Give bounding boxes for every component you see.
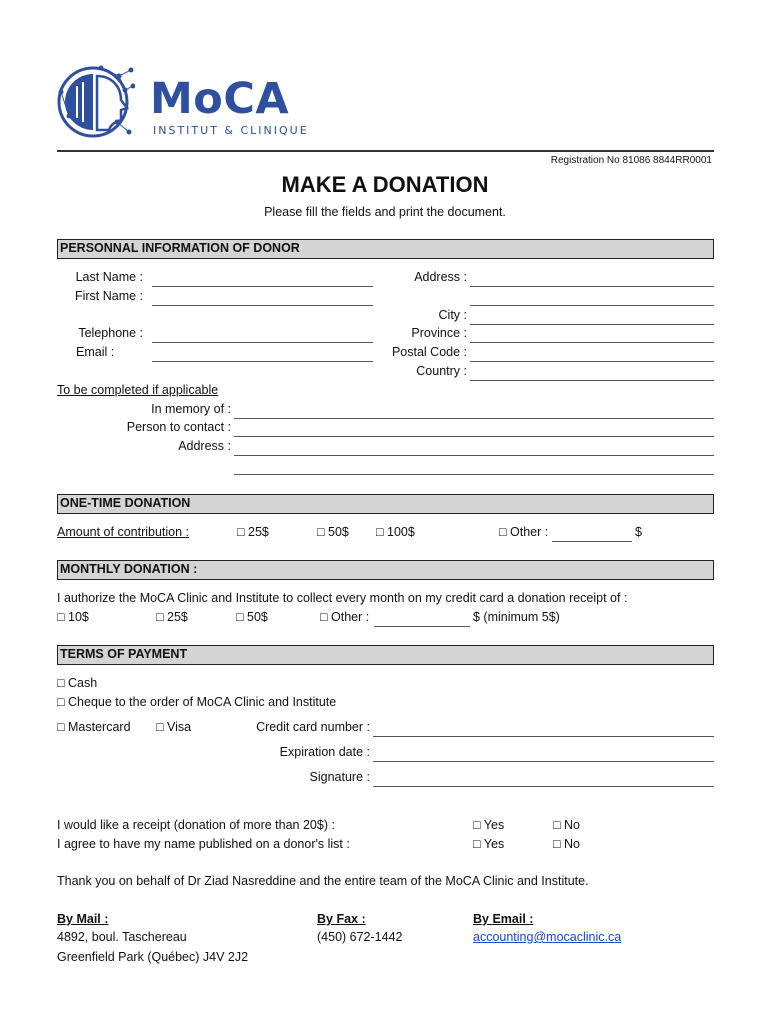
- email-heading: By Email :: [473, 912, 534, 926]
- page-subtitle: Please fill the fields and print the document.: [264, 205, 506, 219]
- cash-checkbox[interactable]: □ Cash: [57, 676, 98, 690]
- province-label: Province :: [411, 326, 467, 340]
- monthly-25-checkbox[interactable]: □ 25$: [156, 610, 188, 624]
- signature-field[interactable]: [373, 786, 714, 787]
- monthly-50-checkbox[interactable]: □ 50$: [236, 610, 268, 624]
- applicable-note: To be completed if applicable: [57, 383, 219, 397]
- address-field[interactable]: [470, 286, 714, 287]
- telephone-field[interactable]: [152, 342, 373, 343]
- postal-code-field[interactable]: [470, 361, 714, 362]
- brand-subtitle: INSTITUT & CLINIQUE: [153, 124, 309, 137]
- registration-number: Registration No 81086 8844RR0001: [550, 155, 712, 166]
- card-number-field[interactable]: [373, 736, 714, 737]
- country-label: Country :: [416, 364, 467, 378]
- amount-label: Amount of contribution :: [57, 525, 190, 539]
- mail-address-line1: 4892, boul. Taschereau: [57, 930, 187, 944]
- publish-no-checkbox[interactable]: □ No: [553, 837, 581, 851]
- in-memory-label: In memory of :: [151, 402, 231, 416]
- one-time-25-checkbox[interactable]: □ 25$: [237, 525, 269, 539]
- last-name-field[interactable]: [152, 286, 373, 287]
- in-memory-field[interactable]: [234, 418, 714, 419]
- email-field[interactable]: [152, 361, 373, 362]
- monthly-other-checkbox[interactable]: □ Other :: [320, 610, 370, 624]
- first-name-field[interactable]: [152, 305, 373, 306]
- last-name-label: Last Name :: [75, 270, 143, 284]
- publish-question: I agree to have my name published on a donor's list :: [57, 837, 350, 851]
- person-contact-label: Person to contact :: [126, 420, 231, 434]
- one-time-other-checkbox[interactable]: □ Other :: [499, 525, 549, 539]
- receipt-question: I would like a receipt (donation of more than 20$) :: [57, 818, 335, 832]
- monthly-minimum-note: $ (minimum 5$): [473, 610, 560, 624]
- expiration-field[interactable]: [373, 761, 714, 762]
- header-divider: [57, 150, 714, 152]
- moca-head-logo-icon: [55, 62, 135, 142]
- card-number-label: Credit card number :: [256, 720, 370, 734]
- publish-yes-checkbox[interactable]: □ Yes: [473, 837, 505, 851]
- province-field[interactable]: [470, 342, 714, 343]
- one-time-other-field[interactable]: [552, 541, 632, 542]
- postal-code-label: Postal Code :: [391, 345, 467, 359]
- section-monthly-donation: MONTHLY DONATION :: [57, 560, 714, 580]
- expiration-label: Expiration date :: [279, 745, 370, 759]
- monthly-10-checkbox[interactable]: □ 10$: [57, 610, 89, 624]
- monthly-authorize-text: I authorize the MoCA Clinic and Institute to collect every month on my credit card a donation receipt of :: [57, 591, 628, 605]
- person-contact-field[interactable]: [234, 436, 714, 437]
- email-label: Email :: [76, 345, 115, 359]
- one-time-100-checkbox[interactable]: □ 100$: [376, 525, 415, 539]
- brand-name: MoCA: [150, 74, 290, 124]
- address-field-2[interactable]: [470, 305, 714, 306]
- thank-you-text: Thank you on behalf of Dr Ziad Nasreddine and the entire team of the MoCA Clinic and Institute.: [57, 874, 589, 888]
- country-field[interactable]: [470, 380, 714, 381]
- section-one-time-donation: ONE-TIME DONATION: [57, 494, 714, 514]
- logo: [55, 62, 135, 142]
- one-time-50-checkbox[interactable]: □ 50$: [317, 525, 349, 539]
- fax-number: (450) 672-1442: [317, 930, 403, 944]
- city-field[interactable]: [470, 324, 714, 325]
- section-personal-info: PERSONNAL INFORMATION OF DONOR: [57, 239, 714, 259]
- contact-address-label: Address :: [178, 439, 231, 453]
- mail-heading: By Mail :: [57, 912, 109, 926]
- mastercard-checkbox[interactable]: □ Mastercard: [57, 720, 131, 734]
- email-link[interactable]: accounting@mocaclinic.ca: [473, 930, 622, 944]
- signature-label: Signature :: [309, 770, 370, 784]
- address-label: Address :: [414, 270, 467, 284]
- visa-checkbox[interactable]: □ Visa: [156, 720, 192, 734]
- receipt-yes-checkbox[interactable]: □ Yes: [473, 818, 505, 832]
- city-label: City :: [438, 308, 467, 322]
- page-title: MAKE A DONATION: [281, 172, 489, 197]
- cheque-checkbox[interactable]: □ Cheque to the order of MoCA Clinic and Institute: [57, 695, 337, 709]
- section-terms-of-payment: TERMS OF PAYMENT: [57, 645, 714, 665]
- contact-address-field[interactable]: [234, 455, 714, 456]
- first-name-label: First Name :: [74, 289, 143, 303]
- mail-address-line2: Greenfield Park (Québec) J4V 2J2: [57, 950, 249, 964]
- receipt-no-checkbox[interactable]: □ No: [553, 818, 581, 832]
- contact-address-field-2[interactable]: [234, 474, 714, 475]
- monthly-other-field[interactable]: [374, 626, 470, 627]
- fax-heading: By Fax :: [317, 912, 366, 926]
- telephone-label: Telephone :: [78, 326, 143, 340]
- one-time-currency: $: [635, 525, 642, 539]
